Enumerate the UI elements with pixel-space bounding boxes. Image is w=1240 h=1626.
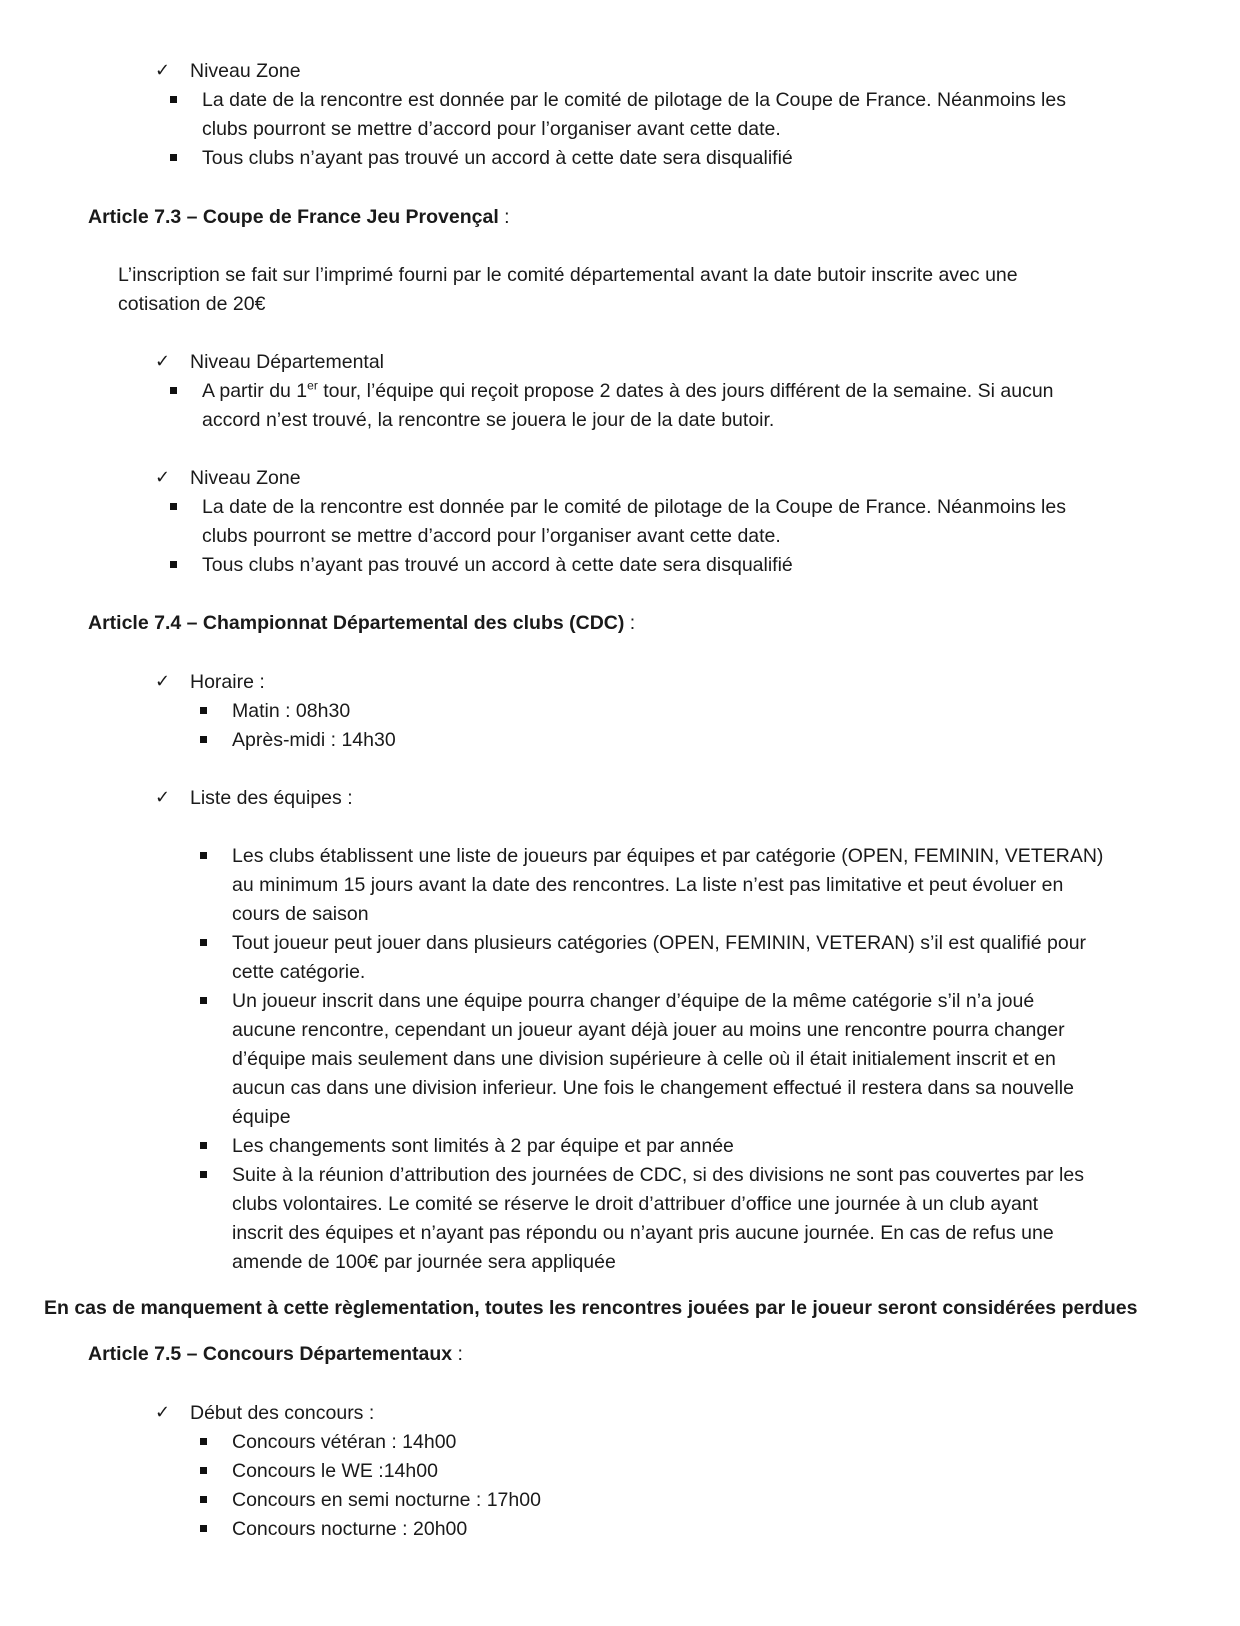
- bullet-text: au minimum 15 jours avant la date des rencontres. La liste n’est pas limitative et peut évoluer en: [232, 874, 1064, 896]
- check-item-label: Horaire :: [190, 671, 265, 693]
- square-bullet-icon: [200, 707, 207, 714]
- checkmark-icon: ✓: [155, 1402, 171, 1423]
- article-7-3-heading: [88, 202, 510, 232]
- square-bullet-icon: [200, 852, 207, 859]
- bullet-text: d’équipe mais seulement dans une division supérieure à celle où il était initialement inscrit et en: [232, 1048, 1056, 1070]
- article-title: Article 7.3 – Coupe de France Jeu Provençal: [88, 206, 499, 228]
- bullet-text: Un joueur inscrit dans une équipe pourra changer d’équipe de la même catégorie s’il n’a joué: [232, 990, 1035, 1012]
- square-bullet-icon: [200, 1496, 207, 1503]
- square-bullet-icon: [200, 736, 207, 743]
- bullet-text: équipe: [232, 1106, 291, 1128]
- article-7-5-heading: [88, 1339, 463, 1369]
- bullet-text: clubs volontaires. Le comité se réserve le droit d’attribuer d’office une journée à un club ayant: [232, 1193, 1039, 1215]
- paragraph-text: L’inscription se fait sur l’imprimé fourni par le comité départemental avant la date butoir inscrite avec une: [118, 264, 1018, 286]
- schedule-item: Concours le WE :14h00: [232, 1460, 438, 1482]
- bullet-text: aucun cas dans une division inferieur. Une fois le changement effectué il restera dans sa nouvelle: [232, 1077, 1074, 1099]
- bullet-text: cette catégorie.: [232, 961, 366, 983]
- bullet-text: Tous clubs n’ayant pas trouvé un accord à cette date sera disqualifié: [202, 147, 793, 169]
- checkmark-icon: ✓: [155, 467, 171, 488]
- square-bullet-icon: [170, 503, 177, 510]
- schedule-item: Après-midi : 14h30: [232, 729, 396, 751]
- warning-notice: En cas de manquement à cette règlementation, toutes les rencontres jouées par le joueur seront considérées perdues: [44, 1297, 1138, 1319]
- check-item-label: Liste des équipes :: [190, 787, 353, 809]
- bullet-text: aucune rencontre, cependant un joueur ayant déjà jouer au moins une rencontre pourra changer: [232, 1019, 1065, 1041]
- superscript-er: er: [307, 378, 318, 393]
- paragraph-text: cotisation de 20€: [118, 293, 266, 315]
- square-bullet-icon: [200, 939, 207, 946]
- bullet-text: [202, 376, 1054, 406]
- bullet-text-end: tour, l’équipe qui reçoit propose 2 dates à des jours différent de la semaine. Si aucun: [317, 380, 1054, 402]
- checkmark-icon: ✓: [155, 671, 171, 692]
- bullet-text: Suite à la réunion d’attribution des journées de CDC, si des divisions ne sont pas couvertes par les: [232, 1164, 1084, 1186]
- schedule-item: Concours en semi nocturne : 17h00: [232, 1489, 541, 1511]
- bullet-text: accord n’est trouvé, la rencontre se jouera le jour de la date butoir.: [202, 409, 775, 431]
- bullet-text: Les clubs établissent une liste de joueurs par équipes et par catégorie (OPEN, FEMININ, VETERAN): [232, 845, 1104, 867]
- square-bullet-icon: [200, 1525, 207, 1532]
- square-bullet-icon: [200, 997, 207, 1004]
- bullet-text: Tous clubs n’ayant pas trouvé un accord à cette date sera disqualifié: [202, 554, 793, 576]
- bullet-text: La date de la rencontre est donnée par le comité de pilotage de la Coupe de France. Néanmoins les: [202, 496, 1066, 518]
- check-item-label: Niveau Départemental: [190, 351, 385, 373]
- square-bullet-icon: [170, 154, 177, 161]
- bullet-text: amende de 100€ par journée sera appliquée: [232, 1251, 616, 1273]
- article-title: Article 7.5 – Concours Départementaux: [88, 1343, 453, 1365]
- heading-colon: :: [624, 612, 636, 634]
- bullet-text: Les changements sont limités à 2 par équipe et par année: [232, 1135, 734, 1157]
- bullet-text: clubs pourront se mettre d’accord pour l’organiser avant cette date.: [202, 118, 781, 140]
- bullet-text: Tout joueur peut jouer dans plusieurs catégories (OPEN, FEMININ, VETERAN) s’il est qualifié pour: [232, 932, 1087, 954]
- article-title: Article 7.4 – Championnat Départemental des clubs (CDC): [88, 612, 625, 634]
- square-bullet-icon: [200, 1142, 207, 1149]
- bullet-text: La date de la rencontre est donnée par le comité de pilotage de la Coupe de France. Néanmoins les: [202, 89, 1066, 111]
- bullet-text-start: A partir du 1: [202, 380, 308, 402]
- square-bullet-icon: [200, 1171, 207, 1178]
- check-item-label: Niveau Zone: [190, 467, 301, 489]
- bullet-text: clubs pourront se mettre d’accord pour l’organiser avant cette date.: [202, 525, 781, 547]
- check-item-label: Début des concours :: [190, 1402, 375, 1424]
- square-bullet-icon: [170, 96, 177, 103]
- schedule-item: Concours nocturne : 20h00: [232, 1518, 468, 1540]
- check-item-label: Niveau Zone: [190, 60, 301, 82]
- square-bullet-icon: [170, 561, 177, 568]
- heading-colon: :: [452, 1343, 463, 1365]
- checkmark-icon: ✓: [155, 787, 171, 808]
- checkmark-icon: ✓: [155, 60, 171, 81]
- heading-colon: :: [498, 206, 510, 228]
- schedule-item: Matin : 08h30: [232, 700, 351, 722]
- square-bullet-icon: [170, 387, 177, 394]
- bullet-text: inscrit des équipes et n’ayant pas répondu ou n’ayant pris aucune journée. En cas de refus une: [232, 1222, 1054, 1244]
- bullet-text: cours de saison: [232, 903, 369, 925]
- checkmark-icon: ✓: [155, 351, 171, 372]
- schedule-item: Concours vétéran : 14h00: [232, 1431, 457, 1453]
- square-bullet-icon: [200, 1438, 207, 1445]
- square-bullet-icon: [200, 1467, 207, 1474]
- article-7-4-heading: [88, 608, 635, 638]
